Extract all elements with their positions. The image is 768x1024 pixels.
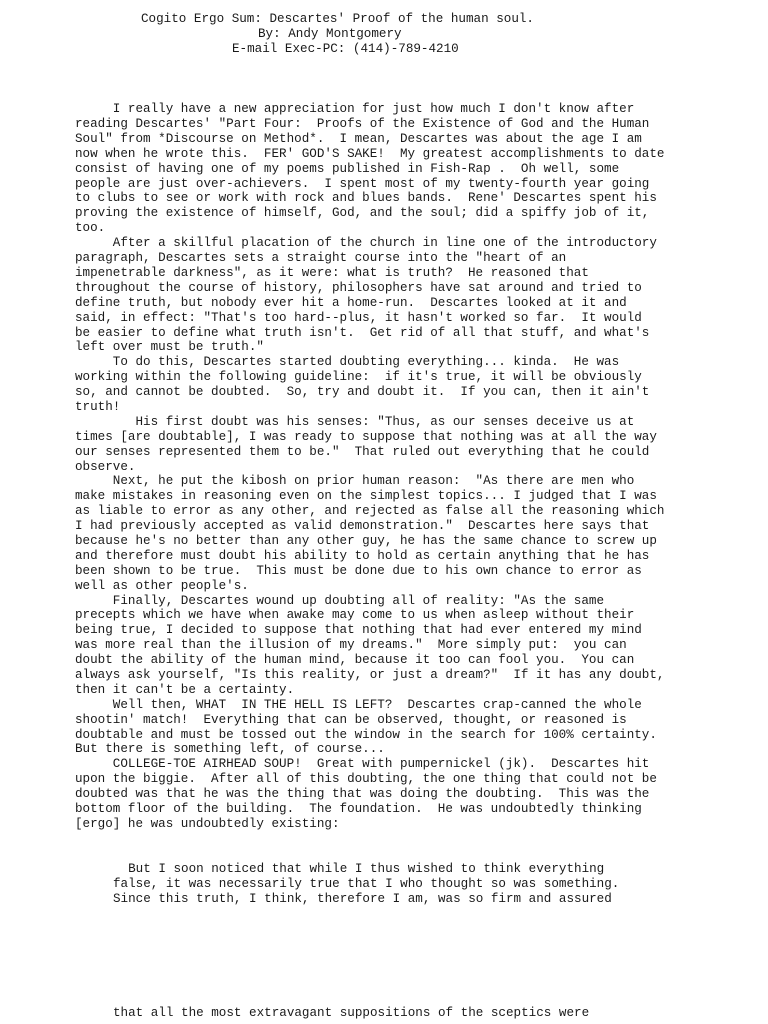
body-line: Soul" from *Discourse on Method*. I mean, Descartes was about the age I am xyxy=(75,132,642,146)
body-line: [ergo] he was undoubtedly existing: xyxy=(75,817,340,831)
body-line: people are just over-achievers. I spent most of my twenty-fourth year going xyxy=(75,177,650,191)
body-line: be easier to define what truth isn't. Get rid of all that stuff, and what's xyxy=(75,326,650,340)
body-line: so, and cannot be doubted. So, try and doubt it. If you can, then it ain't xyxy=(75,385,650,399)
author-line: By: Andy Montgomery xyxy=(258,27,402,41)
body-line: being true, I decided to suppose that nothing that had ever entered my mind xyxy=(75,623,642,637)
body-line: COLLEGE-TOE AIRHEAD SOUP! Great with pumpernickel (jk). Descartes hit xyxy=(75,757,650,771)
body-line: I had previously accepted as valid demonstration." Descartes here says that xyxy=(75,519,650,533)
body-line: then it can't be a certainty. xyxy=(75,683,295,697)
body-line: doubt the ability of the human mind, because it too can fool you. You can xyxy=(75,653,635,667)
document-title: Cogito Ergo Sum: Descartes' Proof of the human soul. xyxy=(141,12,534,26)
body-line: precepts which we have when awake may come to us when asleep without their xyxy=(75,608,635,622)
body-line: observe. xyxy=(75,460,136,474)
body-line: throughout the course of history, philosophers have sat around and tried to xyxy=(75,281,642,295)
body-line: His first doubt was his senses: "Thus, as our senses deceive us at xyxy=(75,415,635,429)
body-line: too. xyxy=(75,221,106,235)
body-line: said, in effect: "That's too hard--plus, it hasn't worked so far. It would xyxy=(75,311,642,325)
body-line: shootin' match! Everything that can be observed, thought, or reasoned is xyxy=(75,713,627,727)
body-line: reading Descartes' "Part Four: Proofs of the Existence of God and the Human xyxy=(75,117,650,131)
email-line: E-mail Exec-PC: (414)-789-4210 xyxy=(232,42,459,56)
body-line: After a skillful placation of the church in line one of the introductory xyxy=(75,236,657,250)
body-line: doubtable and must be tossed out the window in the search for 100% certainty. xyxy=(75,728,657,742)
body-line: define truth, but nobody ever hit a home-run. Descartes looked at it and xyxy=(75,296,627,310)
body-line: left over must be truth." xyxy=(75,340,264,354)
body-line: times [are doubtable], I was ready to suppose that nothing was at all the way xyxy=(75,430,657,444)
body-line: truth! xyxy=(75,400,121,414)
body-line: been shown to be true. This must be done due to his own chance to error as xyxy=(75,564,642,578)
body-line: I really have a new appreciation for just how much I don't know after xyxy=(75,102,635,116)
body-line: paragraph, Descartes sets a straight course into the "heart of an xyxy=(75,251,567,265)
body-line: consist of having one of my poems published in Fish-Rap . Oh well, some xyxy=(75,162,620,176)
quote-line: false, it was necessarily true that I who thought so was something. xyxy=(113,877,620,891)
body-line: to clubs to see or work with rock and blues bands. Rene' Descartes spent his xyxy=(75,191,657,205)
body-line: now when he wrote this. FER' GOD'S SAKE! My greatest accomplishments to date xyxy=(75,147,665,161)
body-line: doubted was that he was the thing that was doing the doubting. This was the xyxy=(75,787,650,801)
body-line: Next, he put the kibosh on prior human reason: "As there are men who xyxy=(75,474,635,488)
body-line: upon the biggie. After all of this doubting, the one thing that could not be xyxy=(75,772,657,786)
body-line: our senses represented them to be." That ruled out everything that he could xyxy=(75,445,650,459)
body-line: But there is something left, of course... xyxy=(75,742,385,756)
body-line: as liable to error as any other, and rejected as false all the reasoning which xyxy=(75,504,665,518)
body-line: impenetrable darkness", as it were: what is truth? He reasoned that xyxy=(75,266,589,280)
body-line: working within the following guideline: if it's true, it will be obviously xyxy=(75,370,642,384)
body-line: proving the existence of himself, God, and the soul; did a spiffy job of it, xyxy=(75,206,650,220)
body-line: was more real than the illusion of my dreams." More simply put: you can xyxy=(75,638,627,652)
quote-line: But I soon noticed that while I thus wished to think everything xyxy=(113,862,605,876)
quote-line: Since this truth, I think, therefore I am, was so firm and assured xyxy=(113,892,612,906)
continued-quote-line: that all the most extravagant suppositions of the sceptics were xyxy=(113,1006,590,1020)
body-line: Finally, Descartes wound up doubting all of reality: "As the same xyxy=(75,594,605,608)
body-line: well as other people's. xyxy=(75,579,249,593)
body-line: always ask yourself, "Is this reality, or just a dream?" If it has any doubt, xyxy=(75,668,665,682)
body-line: because he's no better than any other guy, he has the same chance to screw up xyxy=(75,534,657,548)
body-line: make mistakes in reasoning even on the simplest topics... I judged that I was xyxy=(75,489,657,503)
body-line: To do this, Descartes started doubting everything... kinda. He was xyxy=(75,355,620,369)
body-line: and therefore must doubt his ability to hold as certain anything that he has xyxy=(75,549,650,563)
body-line: bottom floor of the building. The foundation. He was undoubtedly thinking xyxy=(75,802,642,816)
body-line: Well then, WHAT IN THE HELL IS LEFT? Descartes crap-canned the whole xyxy=(75,698,642,712)
